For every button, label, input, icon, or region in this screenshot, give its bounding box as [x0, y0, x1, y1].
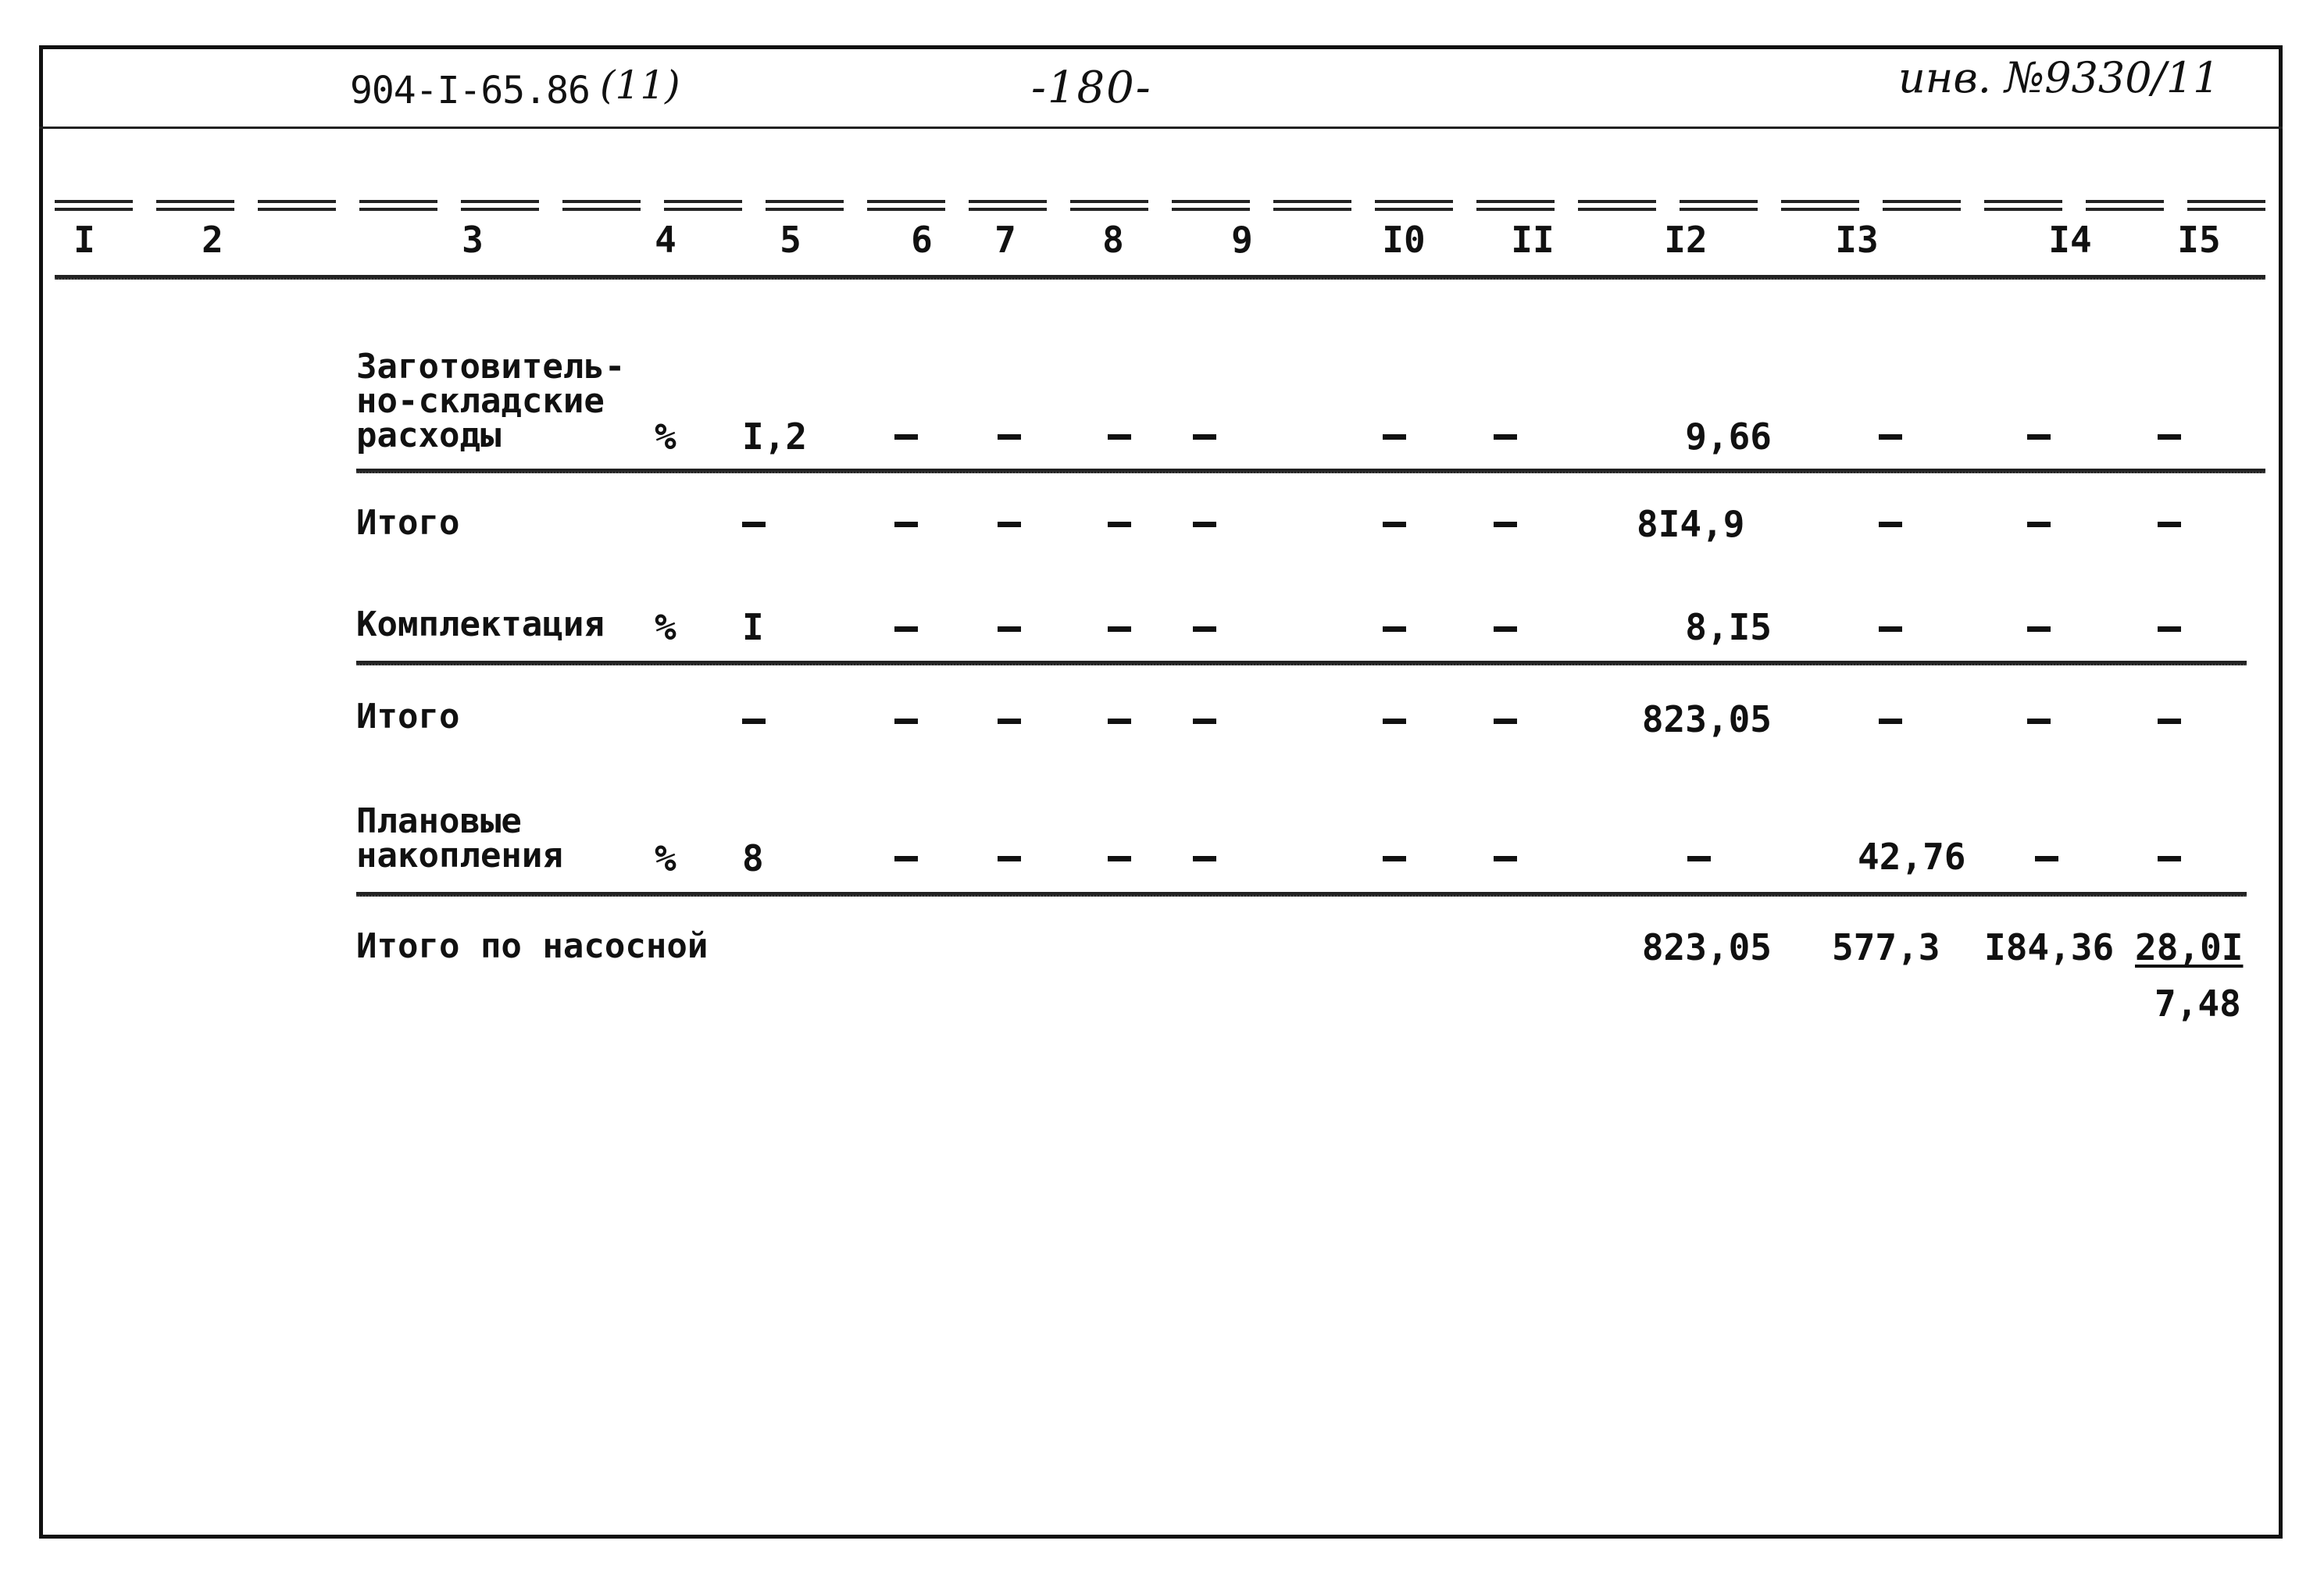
- dash: [1108, 522, 1131, 527]
- column-number-14: I4: [2048, 219, 2092, 261]
- dash: [742, 522, 766, 527]
- row-rule: [356, 661, 2247, 665]
- row-label-total-2: Итого: [356, 697, 460, 736]
- dash: [998, 522, 1021, 527]
- dash: [1108, 856, 1131, 861]
- dash: [1687, 856, 1711, 861]
- doc-code: 904-I-65.86: [350, 69, 590, 112]
- dash: [1383, 719, 1406, 724]
- dash: [894, 522, 918, 527]
- dash: [1108, 719, 1131, 724]
- dash: [894, 626, 918, 632]
- dash: [1494, 626, 1517, 632]
- column-header-bottom-rule: [55, 275, 2265, 280]
- column-number-12: I2: [1664, 219, 1708, 261]
- dash: [2027, 719, 2051, 724]
- row-pump-total-col15-bottom: 7,48: [2154, 983, 2241, 1025]
- row-pump-total-col12: 823,05: [1641, 926, 1772, 968]
- dash: [1879, 719, 1902, 724]
- dash: [894, 434, 918, 440]
- column-number-7: 7: [994, 219, 1016, 261]
- row-procurement-col5: I,2: [742, 415, 808, 458]
- row-planned-savings-col13: 42,76: [1858, 836, 1966, 878]
- dash: [2027, 522, 2051, 527]
- inventory-number: инв. №9330/11: [1898, 53, 2220, 102]
- row-label-total-1: Итого: [356, 503, 460, 543]
- dash: [1494, 522, 1517, 527]
- dash: [1193, 522, 1216, 527]
- page-number: -180-: [1031, 62, 1152, 113]
- row-label-pump-station-total: Итого по насосной: [356, 926, 709, 966]
- row-label-planned-savings: Плановые накопления: [356, 801, 563, 876]
- column-number-5: 5: [780, 219, 801, 261]
- dash: [1108, 626, 1131, 632]
- column-number-11: II: [1511, 219, 1555, 261]
- column-number-8: 8: [1102, 219, 1124, 261]
- dash: [1494, 719, 1517, 724]
- dash: [1879, 522, 1902, 527]
- row-planned-savings-unit: %: [655, 837, 676, 879]
- dash: [1383, 856, 1406, 861]
- row-procurement-unit: %: [655, 415, 676, 458]
- row-procurement-col12: 9,66: [1685, 415, 1772, 458]
- dash: [998, 626, 1021, 632]
- dash: [1383, 522, 1406, 527]
- dash: [998, 719, 1021, 724]
- dash: [1879, 434, 1902, 440]
- row-label-completion: Комплектация: [356, 604, 605, 644]
- doc-sheet-number: (11): [600, 62, 680, 108]
- dash: [2158, 626, 2181, 632]
- column-number-6: 6: [911, 219, 933, 261]
- dash: [894, 719, 918, 724]
- column-number-10: I0: [1382, 219, 1426, 261]
- dash: [1108, 434, 1131, 440]
- dash: [2027, 626, 2051, 632]
- dash: [1193, 719, 1216, 724]
- dash: [2027, 434, 2051, 440]
- dash: [1383, 434, 1406, 440]
- column-number-9: 9: [1231, 219, 1253, 261]
- column-number-4: 4: [655, 219, 676, 261]
- row-label-procurement: Заготовитель- но-складские расходы: [356, 347, 626, 455]
- column-number-3: 3: [462, 219, 484, 261]
- dash: [1193, 856, 1216, 861]
- dash: [1879, 626, 1902, 632]
- dash: [2158, 719, 2181, 724]
- row-pump-total-col13: 577,3: [1832, 926, 1940, 968]
- dash: [2035, 856, 2058, 861]
- dash: [1193, 434, 1216, 440]
- row-total-1-col12: 8I4,9: [1637, 503, 1745, 545]
- dash: [1494, 856, 1517, 861]
- column-number-2: 2: [202, 219, 223, 261]
- column-number-1: I: [73, 219, 95, 261]
- row-pump-total-col14: I84,36: [1984, 926, 2115, 968]
- dash: [2158, 856, 2181, 861]
- column-header-top-rule: [55, 200, 2265, 203]
- column-number-15: I5: [2177, 219, 2221, 261]
- column-number-13: I3: [1835, 219, 1879, 261]
- dash: [2158, 434, 2181, 440]
- dash: [2158, 522, 2181, 527]
- dash: [742, 719, 766, 724]
- row-total-2-col12: 823,05: [1641, 698, 1772, 740]
- dash: [1193, 626, 1216, 632]
- dash: [998, 434, 1021, 440]
- column-header-top-rule-2: [55, 208, 2265, 211]
- row-pump-total-col15-top: 28,0I: [2135, 926, 2244, 968]
- row-completion-unit: %: [655, 606, 676, 648]
- row-planned-savings-col5: 8: [742, 837, 764, 879]
- row-rule: [356, 892, 2247, 897]
- row-rule: [356, 469, 2265, 473]
- dash: [1383, 626, 1406, 632]
- header-divider: [39, 127, 2283, 129]
- dash: [894, 856, 918, 861]
- dash: [998, 856, 1021, 861]
- page-frame: [39, 45, 2283, 1539]
- dash: [1494, 434, 1517, 440]
- row-completion-col5: I: [742, 606, 764, 648]
- row-completion-col12: 8,I5: [1685, 606, 1772, 648]
